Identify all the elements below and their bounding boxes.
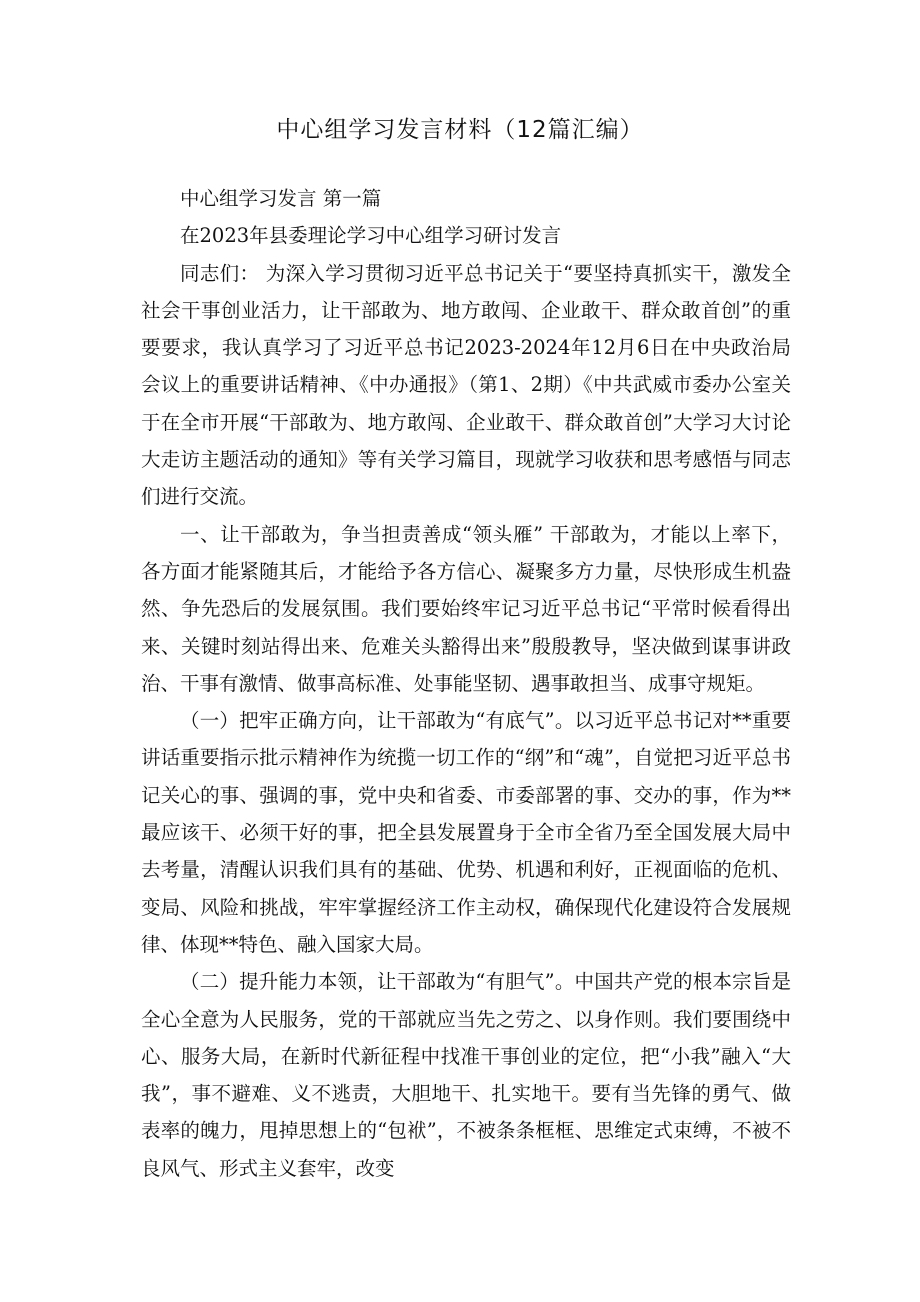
- speech-title: 在2023年县委理论学习中心组学习研讨发言: [180, 224, 562, 248]
- paragraph-subsection-two: （二）提升能力本领，让干部敢为“有胆气”。中国共产党的根本宗旨是全心全意为人民服务，党的干部就应当先之劳之、以身作则。我们要围绕中心、服务大局，在新时代新征程中找准干事创业的定位，把“小我”融入“大我”，事不避难、义不逃责，大胆地干、扎实地干。要有当先锋的勇气、做表率的魄力，甩掉思想上的“包袱”，不被条条框框、思维定式束缚，不被不良风气、形式主义套牢，改变: [141, 970, 791, 1180]
- paragraph-intro: 同志们： 为深入学习贯彻习近平总书记关于“要坚持真抓实干，激发全社会干事创业活力，让干部敢为、地方敢闯、企业敢干、群众敢首创”的重要要求，我认真学习了习近平总书记2023-2024年12月6日在中央政治局会议上的重要讲话精神、《中办通报》（第1、2期）《中共武威市委办公室关于在全市开展“干部敢为、地方敢闯、企业敢干、群众敢首创”大学习大讨论大走访主题活动的通知》等有关学习篇目，现就学习收获和思考感悟与同志们进行交流。: [141, 261, 791, 509]
- paragraph-subsection-one: （一）把牢正确方向，让干部敢为“有底气”。以习近平总书记对**重要讲话重要指示批示精神作为统揽一切工作的“纲”和“魂”，自觉把习近平总书记关心的事、强调的事，党中央和省委、市委部署的事、交办的事，作为**最应该干、必须干好的事，把全县发展置身于全市全省乃至全国发展大局中去考量，清醒认识我们具有的基础、优势、机遇和利好，正视面临的危机、变局、风险和挑战，牢牢掌握经济工作主动权，确保现代化建设符合发展规律、体现**特色、融入国家大局。: [141, 709, 791, 956]
- paragraph-part-one: 一、让干部敢为，争当担责善成“领头雁” 干部敢为，才能以上率下，各方面才能紧随其后，才能给予各方信心、凝聚多方力量，尽快形成生机盎然、争先恐后的发展氛围。我们要始终牢记习近平总书记“平常时候看得出来、关键时刻站得出来、危难关头豁得出来”殷殷教导，坚决做到谋事讲政治、干事有激情、做事高标准、处事能坚韧、遇事敢担当、成事守规矩。: [141, 522, 791, 695]
- document-title: 中心组学习发言材料（12篇汇编）: [276, 117, 644, 143]
- document-body: [141, 180, 791, 1187]
- section-heading: 中心组学习发言 第一篇: [180, 187, 382, 210]
